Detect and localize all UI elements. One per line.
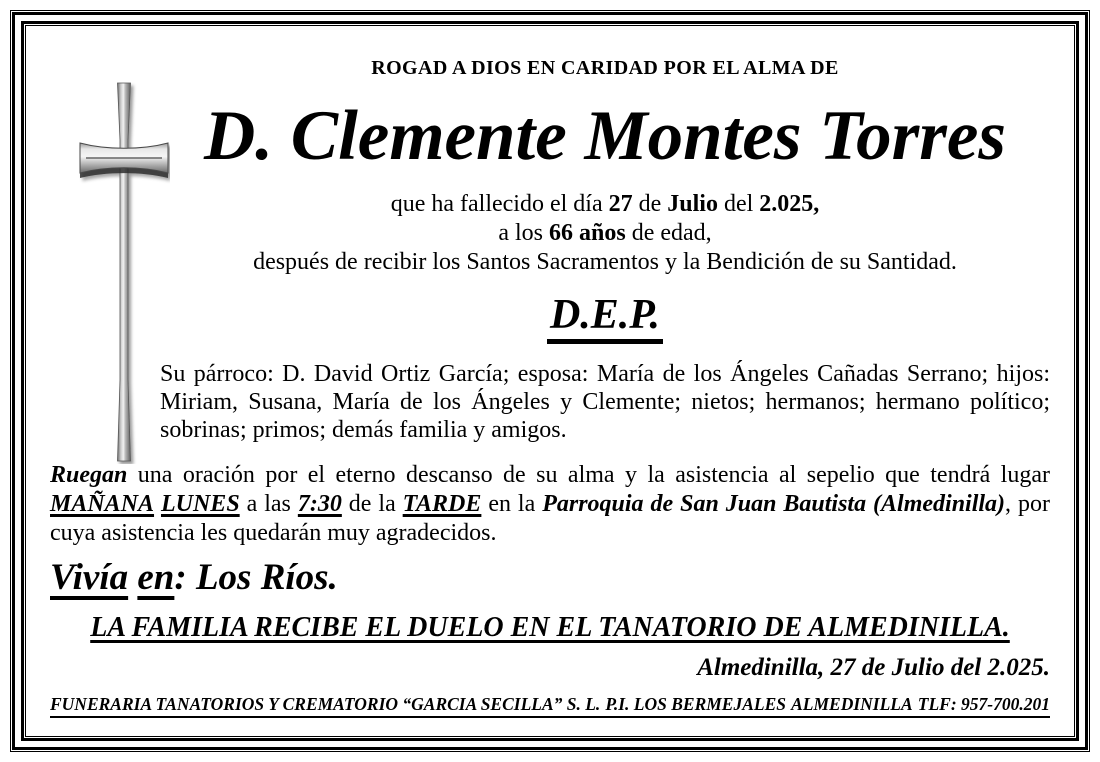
funeral-home-address: P.I. LOS BERMEJALES <box>605 694 786 714</box>
funeral-home-footer <box>50 694 1050 718</box>
outer-frame <box>10 10 1090 752</box>
funeral-home-town: ALMEDINILLA <box>791 694 913 714</box>
funeral-invitation-paragraph: Ruegan una oración por el eterno descanso de su alma y la asistencia al sepelio que tendrá lugar MAÑANA LUNES a las 7:30 de la TARDE en la Parroquia de San Juan Bautista (Almedinilla), por cuya asistencia les quedarán muy agradecidos. <box>50 462 1050 546</box>
dep-abbreviation: D.E.P. <box>547 293 663 344</box>
residence-line: Vivía en: Los Ríos. <box>50 557 338 598</box>
dep-line <box>160 293 1050 344</box>
funeral-home-name: FUNERARIA TANATORIOS Y CREMATORIO “GARCIA SECILLA” S. L. <box>50 694 601 714</box>
deceased-name: D. Clemente Montes Torres <box>203 97 1007 175</box>
top-block <box>160 56 1050 344</box>
duelo-line: LA FAMILIA RECIBE EL DUELO EN EL TANATORIO DE ALMEDINILLA. <box>90 612 1010 643</box>
cross-icon <box>78 82 170 464</box>
family-paragraph: Su párroco: D. David Ortiz García; esposa: María de los Ángeles Cañadas Serrano; hijos: Miriam, Susana, María de los Ángeles y Clemente; nietos; hermanos; hermano político; sobrinas; primos; demás familia y amigos. <box>160 361 1050 443</box>
death-age-line: a los 66 años de edad, <box>498 220 712 246</box>
invocation-line: ROGAD A DIOS EN CARIDAD POR EL ALMA DE <box>371 57 839 79</box>
sacraments-line: después de recibir los Santos Sacramentos y la Bendición de su Santidad. <box>253 249 957 275</box>
death-details <box>160 190 1050 277</box>
death-date-line: que ha fallecido el día 27 de Julio del 2.025, <box>390 191 820 217</box>
notice-content <box>26 26 1074 736</box>
place-date-line: Almedinilla, 27 de Julio del 2.025. <box>697 654 1050 681</box>
funeral-home-phone: TLF: 957-700.201 <box>917 694 1050 714</box>
inner-frame <box>25 25 1075 737</box>
